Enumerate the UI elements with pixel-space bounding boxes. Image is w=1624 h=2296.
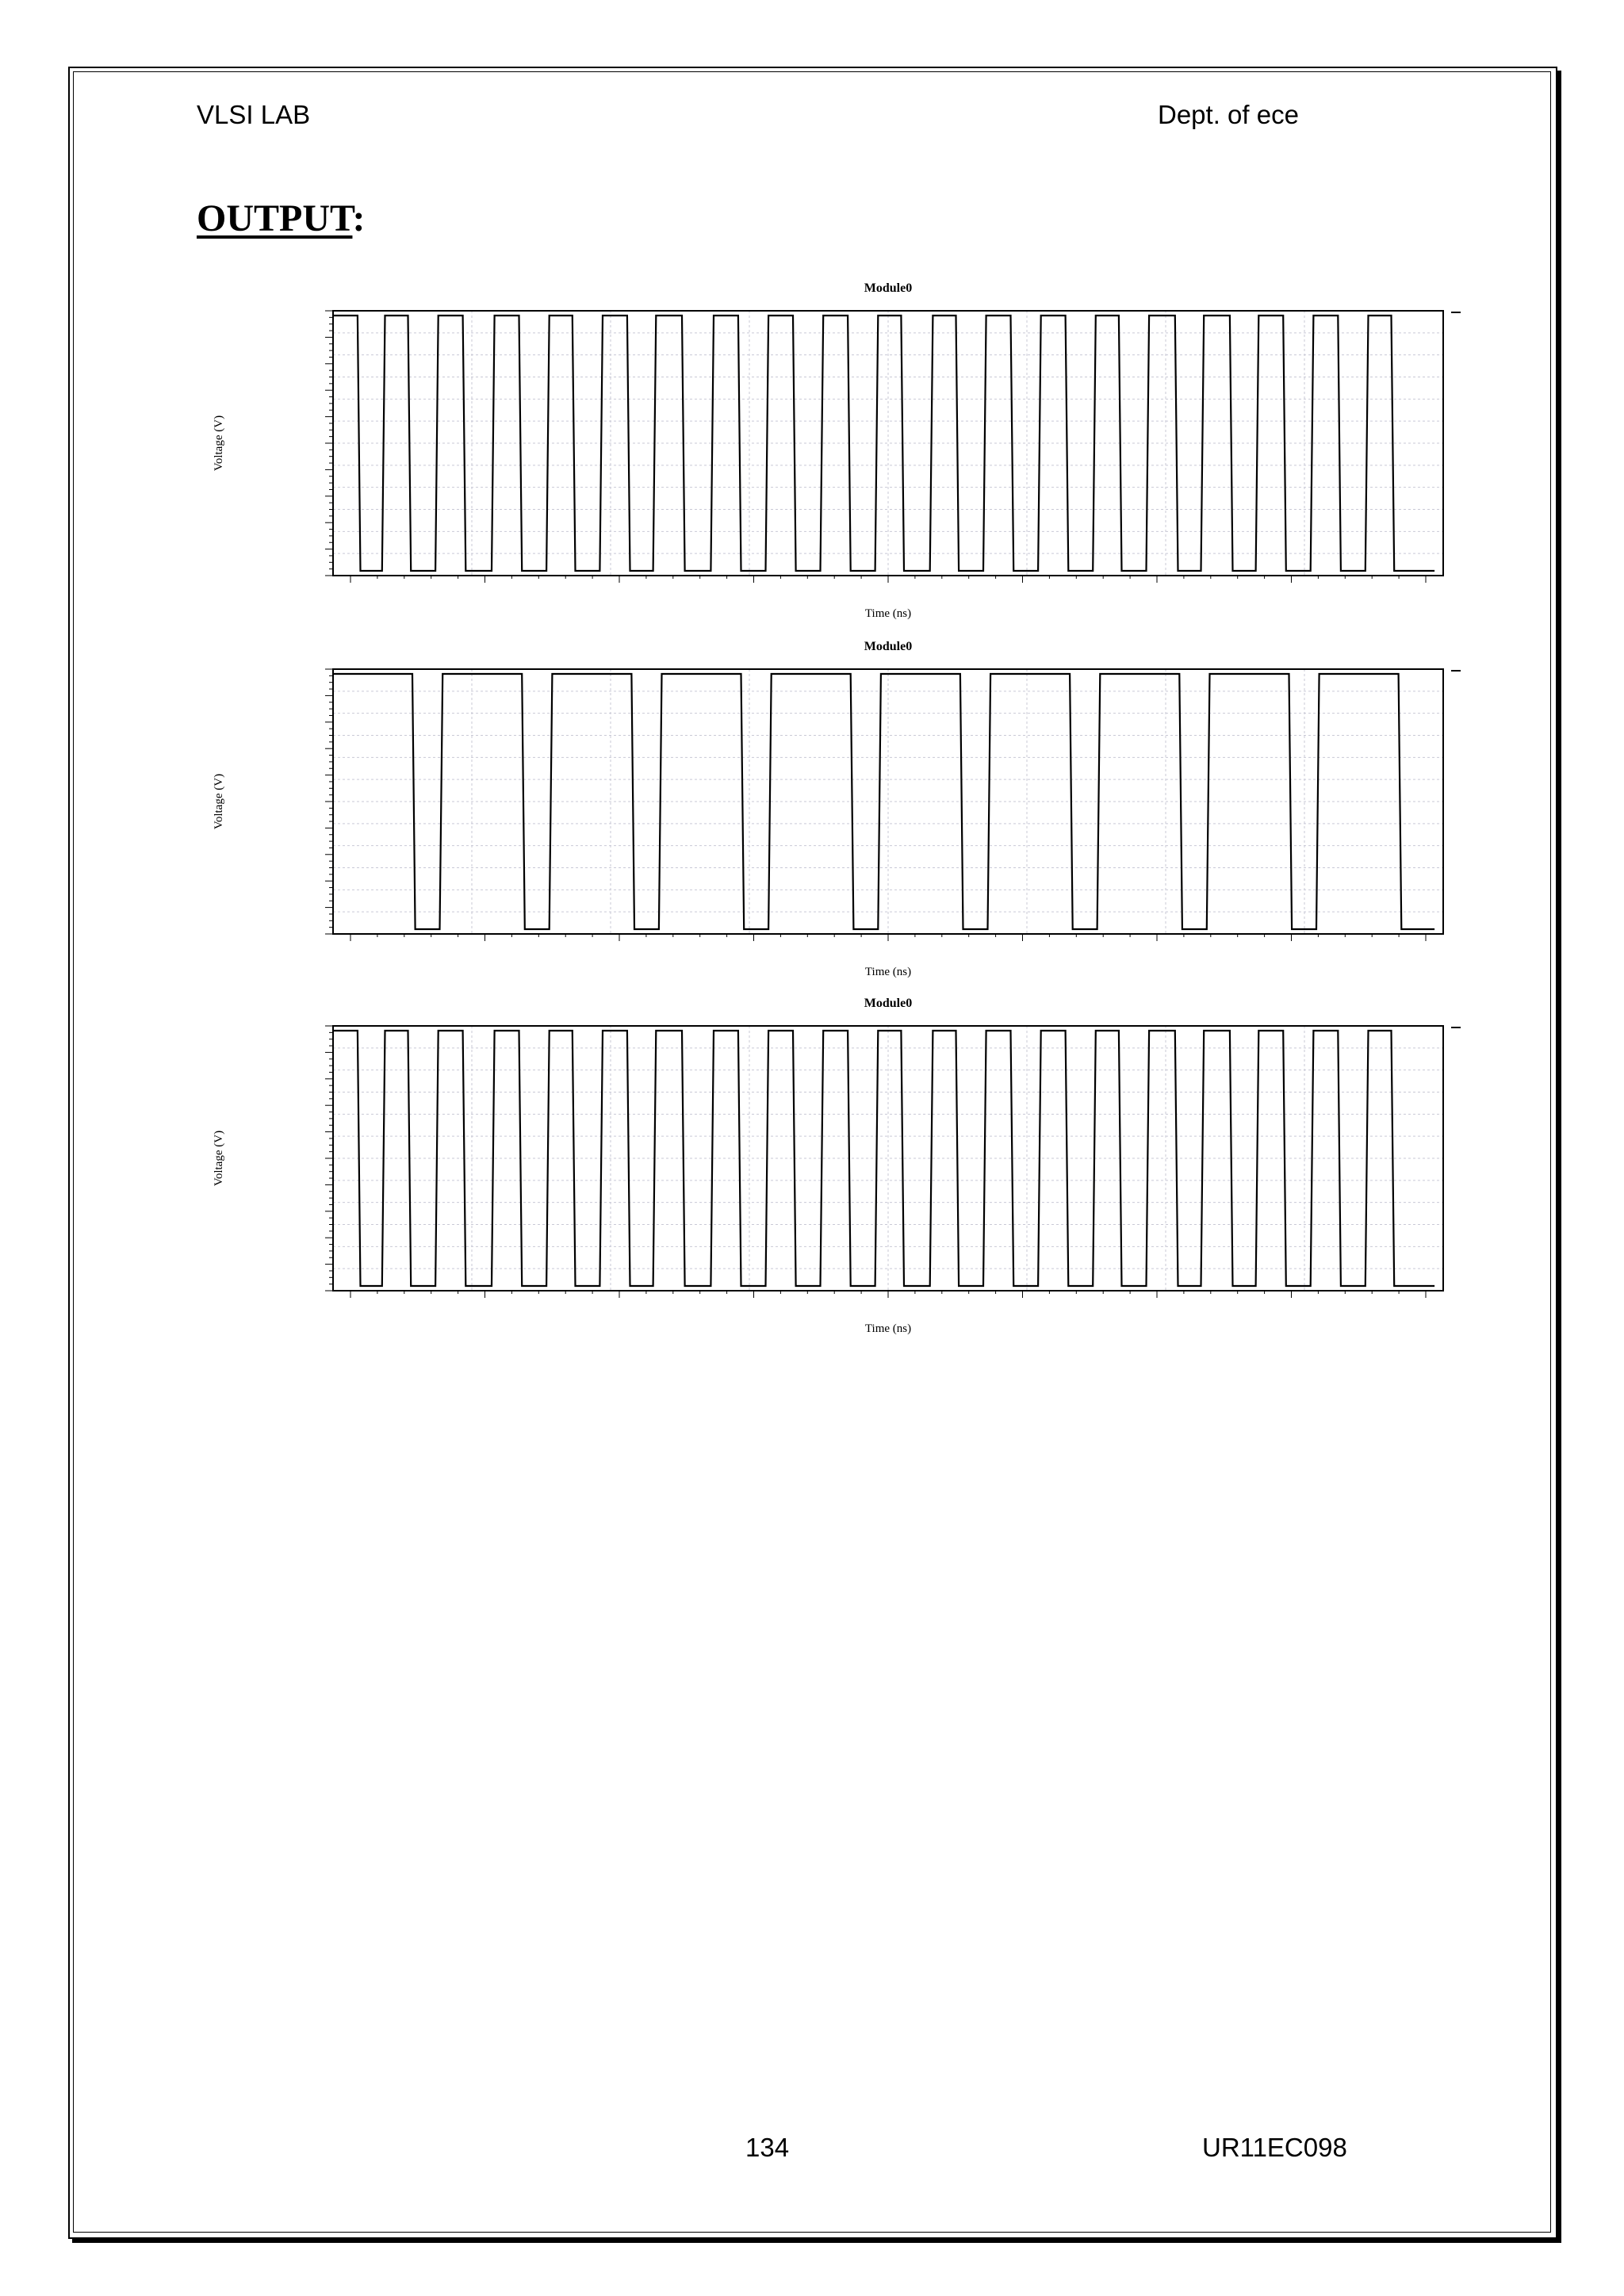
page-number: 134	[745, 2133, 790, 2162]
x-axis-label: Time (ns)	[864, 966, 912, 978]
y-axis-label: Voltage (V)	[213, 773, 225, 830]
section-title-text: OUTPUT	[197, 197, 353, 239]
waveform-chart-3	[190, 989, 1475, 1338]
roll-number: UR11EC098	[1202, 2133, 1347, 2162]
chart-title: Module0	[864, 281, 913, 295]
section-title	[197, 197, 365, 240]
waveform-chart-1	[190, 274, 1475, 623]
chart-svg	[190, 989, 1475, 1338]
section-title-colon: :	[352, 197, 366, 239]
chart-svg	[190, 633, 1475, 982]
waveform-series-line	[333, 674, 1434, 929]
header-lab-name: VLSI LAB	[197, 100, 311, 129]
chart-title: Module0	[864, 640, 913, 653]
waveform-series-line	[333, 1031, 1434, 1286]
header-department: Dept. of ece	[1158, 100, 1299, 129]
x-axis-label: Time (ns)	[864, 607, 912, 620]
waveform-series-line	[333, 316, 1434, 571]
waveform-chart-2	[190, 633, 1475, 982]
y-axis-label: Voltage (V)	[213, 1130, 225, 1187]
chart-title: Module0	[864, 997, 913, 1010]
chart-svg	[190, 274, 1475, 623]
y-axis-label: Voltage (V)	[213, 415, 225, 472]
x-axis-label: Time (ns)	[864, 1322, 912, 1335]
